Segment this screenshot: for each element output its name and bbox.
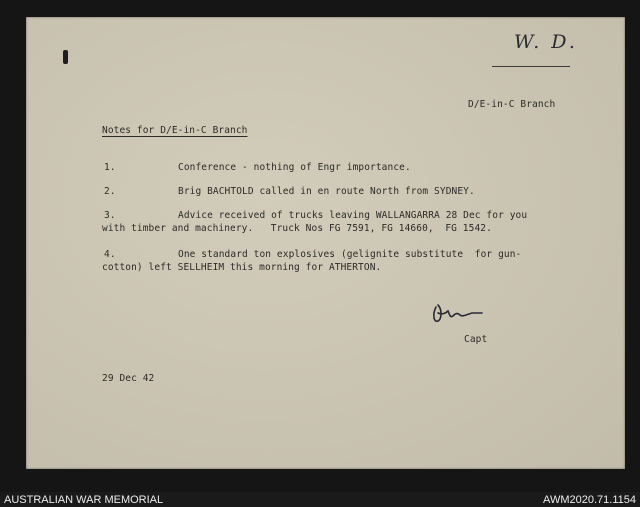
document-page bbox=[26, 17, 625, 469]
document-date: 29 Dec 42 bbox=[102, 373, 155, 384]
branch-label: D/E-in-C Branch bbox=[468, 99, 556, 110]
handwritten-signature bbox=[428, 301, 488, 331]
item-4-text: One standard ton explosives (gelignite substitute for gun- bbox=[178, 249, 522, 260]
item-2-text: Brig BACHTOLD called in en route North from SYDNEY. bbox=[178, 186, 475, 197]
footer-accession-number: AWM2020.71.1154 bbox=[543, 494, 636, 506]
notes-heading: Notes for D/E-in-C Branch bbox=[102, 125, 248, 136]
item-3-number: 3. bbox=[104, 210, 116, 221]
item-3-text: Advice received of trucks leaving WALLANGARRA 28 Dec for you bbox=[178, 210, 528, 221]
item-4-continuation: cotton) left SELLHEIM this morning for ATHERTON. bbox=[102, 262, 382, 273]
item-1-text: Conference - nothing of Engr importance. bbox=[178, 162, 411, 173]
handwritten-wd-mark: W. D. bbox=[514, 31, 578, 53]
handwritten-underline bbox=[492, 66, 570, 67]
footer-institution: AUSTRALIAN WAR MEMORIAL bbox=[4, 494, 164, 506]
item-2-number: 2. bbox=[104, 186, 116, 197]
item-3-continuation: with timber and machinery. Truck Nos FG 7591, FG 14660, FG 1542. bbox=[102, 223, 492, 234]
item-4-number: 4. bbox=[104, 249, 116, 260]
item-1-number: 1. bbox=[104, 162, 116, 173]
signature-rank: Capt bbox=[464, 334, 488, 345]
punch-hole bbox=[63, 50, 68, 64]
